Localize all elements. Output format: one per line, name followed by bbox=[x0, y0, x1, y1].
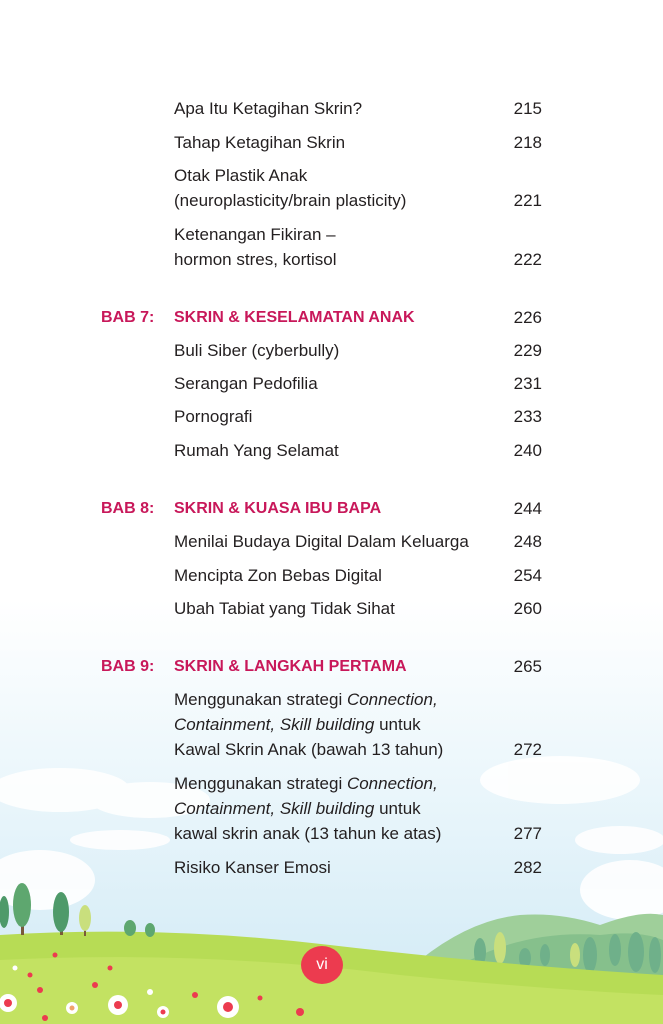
entry-page-number: 282 bbox=[513, 858, 542, 877]
entry-title-line: SKRIN & KUASA IBU BAPA bbox=[174, 500, 382, 517]
entry-title-line: Tahap Ketagihan Skrin bbox=[174, 133, 346, 152]
entry-title bbox=[174, 130, 494, 155]
entry-title-line: Risiko Kanser Emosi bbox=[174, 858, 331, 877]
entry-title-line: Menggunakan strategi Connection, bbox=[174, 774, 438, 793]
entry-title-line: SKRIN & LANGKAH PERTAMA bbox=[174, 658, 407, 675]
entry-title-line: Menggunakan strategi Connection, bbox=[174, 690, 438, 709]
entry-title-line: Rumah Yang Selamat bbox=[174, 441, 339, 460]
entry-title-line: hormon stres, kortisol bbox=[174, 250, 337, 269]
entry-page-number: 244 bbox=[513, 499, 542, 518]
entry-title bbox=[174, 371, 494, 396]
chapter-label: BAB 7: bbox=[101, 309, 155, 326]
entry-page-number: 272 bbox=[513, 740, 542, 759]
entry-title-line: Mencipta Zon Bebas Digital bbox=[174, 566, 382, 585]
entry-page-number: 229 bbox=[513, 341, 542, 360]
entry-page-number: 254 bbox=[513, 566, 542, 585]
entry-title bbox=[174, 771, 494, 846]
entry-title-line: Containment, Skill building untuk bbox=[174, 715, 421, 734]
entry-title-line: Serangan Pedofilia bbox=[174, 374, 318, 393]
entry-page-number: 260 bbox=[513, 599, 542, 618]
entry-title-line: Buli Siber (cyberbully) bbox=[174, 341, 340, 360]
entry-title-line: Menilai Budaya Digital Dalam Keluarga bbox=[174, 532, 469, 551]
entry-title bbox=[174, 404, 494, 429]
entry-title-line: (neuroplasticity/brain plasticity) bbox=[174, 191, 407, 210]
entry-title bbox=[174, 596, 494, 621]
chapter-title bbox=[174, 654, 494, 679]
entry-page-number: 240 bbox=[513, 441, 542, 460]
entry-title bbox=[174, 563, 494, 588]
entry-title-line: Containment, Skill building untuk bbox=[174, 799, 421, 818]
entry-title bbox=[174, 338, 494, 363]
entry-page-number: 265 bbox=[513, 657, 542, 676]
entry-title-line: kawal skrin anak (13 tahun ke atas) bbox=[174, 824, 442, 843]
chapter-title bbox=[174, 496, 494, 521]
entry-page-number: 226 bbox=[513, 308, 542, 327]
page-number-badge: vi bbox=[301, 946, 343, 984]
chapter-title bbox=[174, 305, 494, 330]
entry-title bbox=[174, 96, 494, 121]
entry-title-line: SKRIN & KESELAMATAN ANAK bbox=[174, 309, 415, 326]
entry-title-line: Ubah Tabiat yang Tidak Sihat bbox=[174, 599, 395, 618]
entry-title-line: Kawal Skrin Anak (bawah 13 tahun) bbox=[174, 740, 444, 759]
entry-page-number: 233 bbox=[513, 407, 542, 426]
entry-title-line: Apa Itu Ketagihan Skrin? bbox=[174, 99, 363, 118]
entry-page-number: 218 bbox=[513, 133, 542, 152]
entry-title bbox=[174, 529, 494, 554]
entry-page-number: 231 bbox=[513, 374, 542, 393]
entry-page-number: 221 bbox=[513, 191, 542, 210]
entry-title bbox=[174, 222, 494, 272]
entry-title bbox=[174, 438, 494, 463]
entry-title bbox=[174, 163, 494, 213]
entry-title-line: Otak Plastik Anak bbox=[174, 166, 308, 185]
entry-page-number: 215 bbox=[513, 99, 542, 118]
entry-title bbox=[174, 855, 494, 880]
entry-page-number: 277 bbox=[513, 824, 542, 843]
entry-title bbox=[174, 687, 494, 762]
chapter-label: BAB 9: bbox=[101, 658, 155, 675]
chapter-label: BAB 8: bbox=[101, 500, 155, 517]
entry-page-number: 222 bbox=[513, 250, 542, 269]
entry-page-number: 248 bbox=[513, 532, 542, 551]
entry-title-line: Ketenangan Fikiran – bbox=[174, 225, 336, 244]
entry-title-line: Pornografi bbox=[174, 407, 253, 426]
